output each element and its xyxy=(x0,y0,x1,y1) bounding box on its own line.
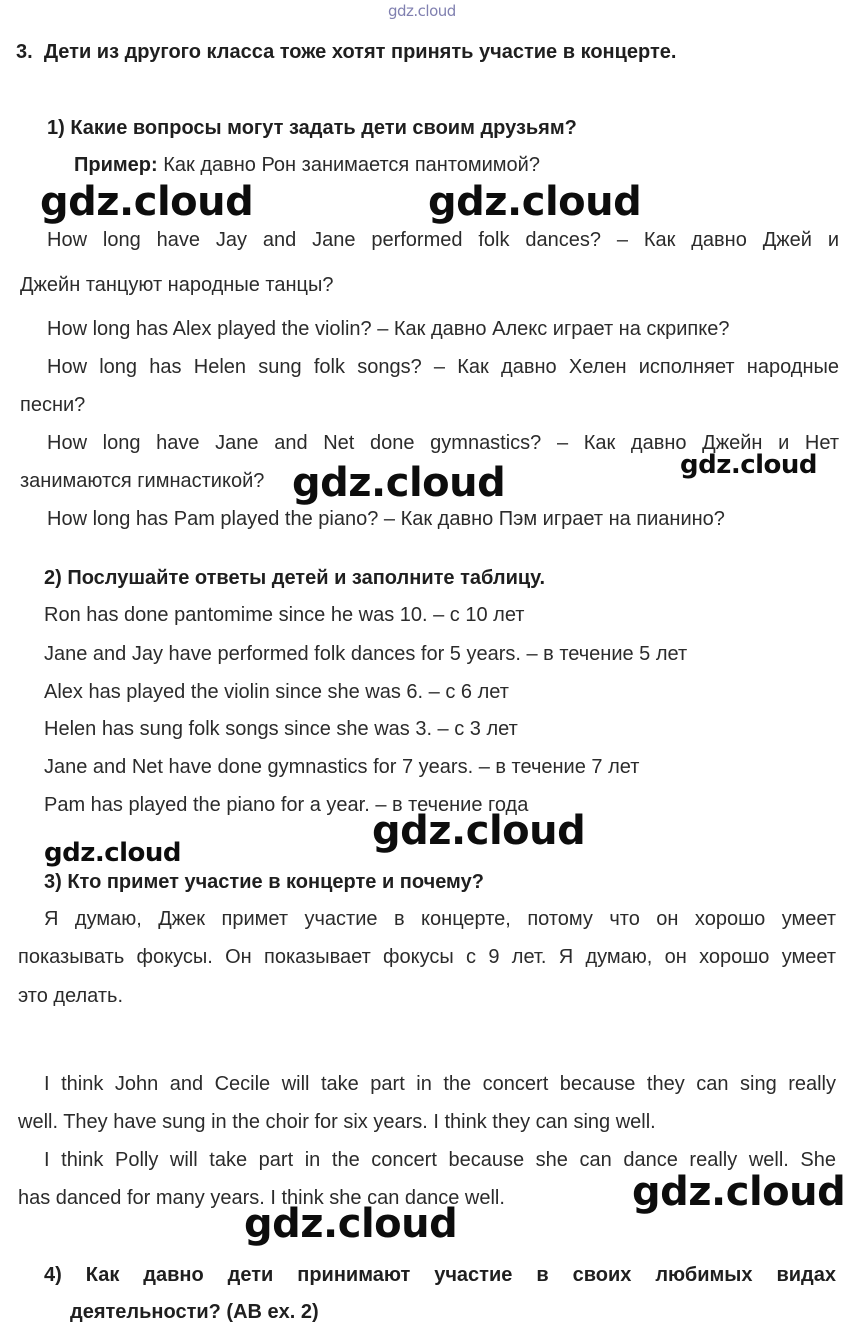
answer-line: Alex has played the violin since she was 6. – с 6 лет xyxy=(44,681,509,703)
watermark: gdz.cloud xyxy=(428,179,642,225)
paragraph-3-line1: I think Polly will take part in the concert because she can dance really well. She xyxy=(44,1149,836,1171)
watermark-top: gdz.cloud xyxy=(388,2,456,20)
watermark: gdz.cloud xyxy=(44,838,182,868)
watermark: gdz.cloud xyxy=(680,450,818,480)
task-number: 3. xyxy=(16,41,33,63)
task-title: Дети из другого класса тоже хотят принять участие в концерте. xyxy=(43,41,677,63)
paragraph-1-line2: показывать фокусы. Он показывает фокусы с 9 лет. Я думаю, он хорошо умеет xyxy=(18,946,836,968)
question-2: How long has Alex played the violin? – Как давно Алекс играет на скрипке? xyxy=(47,318,730,340)
example-label: Пример: xyxy=(74,154,158,176)
watermark: gdz.cloud xyxy=(244,1201,458,1247)
example-line xyxy=(74,153,540,177)
example-text: Как давно Рон занимается пантомимой? xyxy=(163,154,540,176)
part1-heading: 1) Какие вопросы могут задать дети своим друзьям? xyxy=(47,117,577,139)
watermark: gdz.cloud xyxy=(40,179,254,225)
question-1-line2: Джейн танцуют народные танцы? xyxy=(20,274,334,296)
paragraph-2-line1: I think John and Cecile will take part in the concert because they can sing really xyxy=(44,1073,836,1095)
watermark: gdz.cloud xyxy=(292,460,506,506)
question-4-line1: How long have Jane and Net done gymnastics? – Как давно Джейн и Нет xyxy=(47,432,839,454)
paragraph-1-line1: Я думаю, Джек примет участие в концерте, потому что он хорошо умеет xyxy=(44,908,836,930)
watermark: gdz.cloud xyxy=(632,1169,846,1215)
question-1-line1: How long have Jay and Jane performed folk dances? – Как давно Джей и xyxy=(47,229,839,251)
answer-line: Ron has done pantomime since he was 10. – с 10 лет xyxy=(44,604,525,626)
part4-heading-line2: деятельности? (AB ex. 2) xyxy=(70,1301,319,1323)
answer-line: Pam has played the piano for a year. – в течение года xyxy=(44,794,529,816)
question-3-line1: How long has Helen sung folk songs? – Как давно Хелен исполняет народные xyxy=(47,356,839,378)
answer-line: Jane and Net have done gymnastics for 7 years. – в течение 7 лет xyxy=(44,756,640,778)
part4-heading-line1: 4) Как давно дети принимают участие в своих любимых видах xyxy=(44,1264,836,1286)
question-3-line2: песни? xyxy=(20,394,86,416)
answer-line: Jane and Jay have performed folk dances for 5 years. – в течение 5 лет xyxy=(44,643,688,665)
task-heading xyxy=(16,40,676,64)
watermark: gdz.cloud xyxy=(372,808,586,854)
answer-line: Helen has sung folk songs since she was 3. – с 3 лет xyxy=(44,718,518,740)
question-5: How long has Pam played the piano? – Как давно Пэм играет на пианино? xyxy=(47,508,725,530)
paragraph-3-line2: has danced for many years. I think she can dance well. xyxy=(18,1187,505,1209)
question-4-line2: занимаются гимнастикой? xyxy=(20,470,265,492)
part3-heading: 3) Кто примет участие в концерте и почему? xyxy=(44,871,484,893)
part2-heading: 2) Послушайте ответы детей и заполните таблицу. xyxy=(44,567,546,589)
paragraph-2-line2: well. They have sung in the choir for six years. I think they can sing well. xyxy=(18,1111,656,1133)
paragraph-1-line3: это делать. xyxy=(18,985,123,1007)
